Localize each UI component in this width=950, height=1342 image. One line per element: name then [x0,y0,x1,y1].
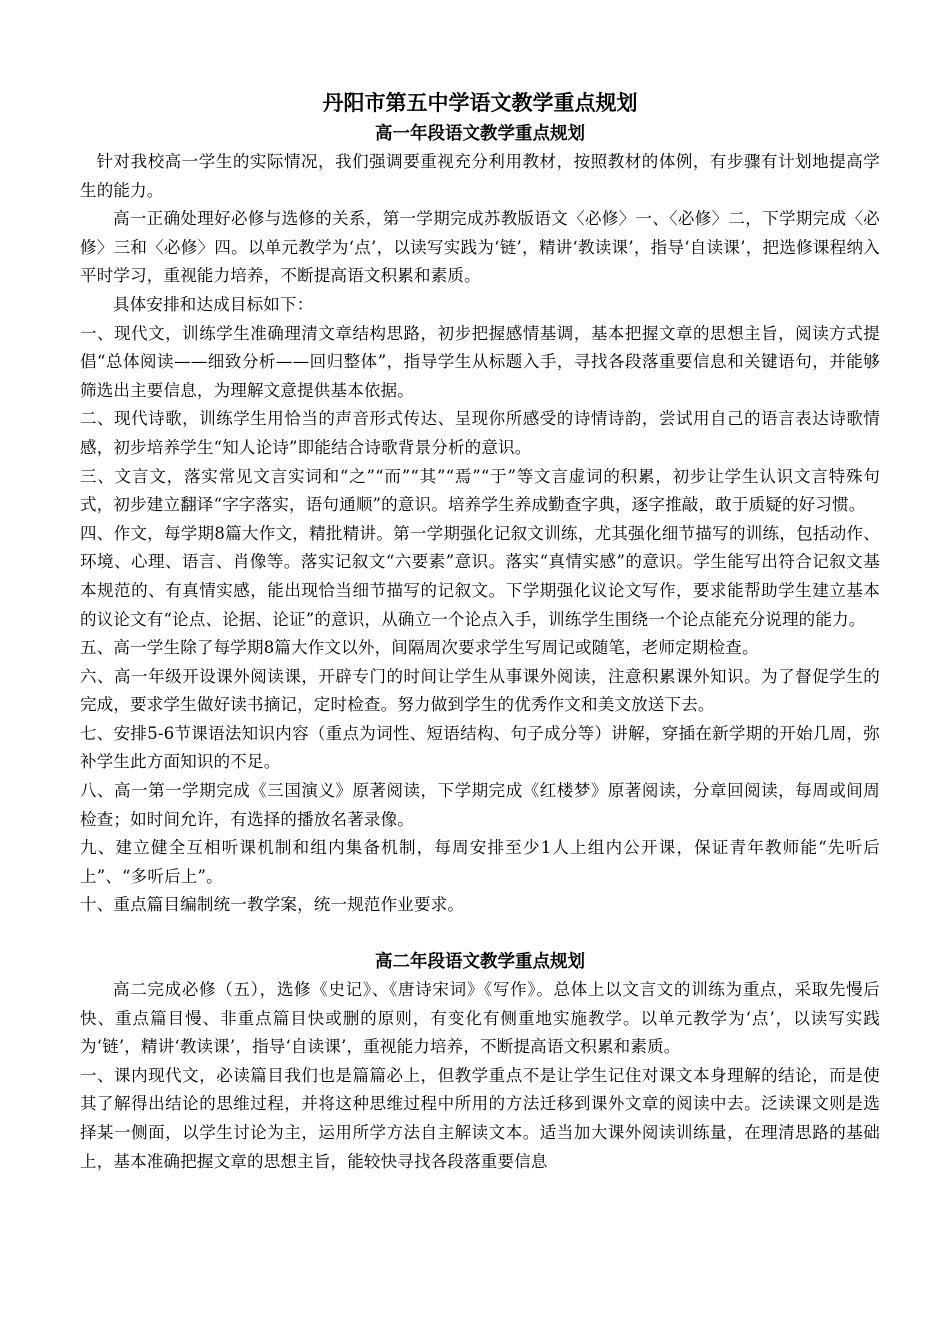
list-item: 八、高一第一学期完成《三国演义》原著阅读，下学期完成《红楼梦》原著阅读，分章回阅读，每周或间周检查；如时间允许，有选择的播放名著录像。 [80,781,880,829]
list-item: 十、重点篇目编制统一教学案，统一规范作业要求。 [80,895,465,915]
list-item: 三、文言文，落实常见文言实词和“之”“而”“其”“焉”“于”等文言虚词的积累，初步让学生认识文言特殊句式，初步建立翻译“字字落实，语句通顺”的意识。培养学生养成勤查字典，逐字推敲，敢于质疑的好习惯。 [80,466,880,515]
document-page [80,86,880,1176]
section2-heading: 高二年段语文教学重点规划 [375,952,585,973]
list-item: 二、现代诗歌，训练学生用恰当的声音形式传达、呈现你所感受的诗情诗韵，尝试用自己的语言表达诗歌情感，初步培养学生“知人论诗”即能结合诗歌背景分析的意识。 [80,409,880,457]
list-item: 七、安排5-6节课语法知识内容（重点为词性、短语结构、句子成分等）讲解，穿插在新学期的开始几周，弥补学生此方面知识的不足。 [80,723,880,772]
list-item: 四、作文，每学期8篇大作文，精批精讲。第一学期强化记叙文训练，尤其强化细节描写的训练，包括动作、环境、心理、语言、肖像等。落实记叙文“六要素”意识。落实“真情实感”的意识。学生能写出符合记叙文基本规范的、有真情实感，能出现恰当细节描写的记叙文。下学期强化议论文写作，要求能帮助学生建立基本的议论文有“论点、论据、论证”的意识，从确立一个论点入手，训练学生围绕一个论点能充分说理的能力。 [80,523,880,629]
section-spacer [80,920,880,948]
list-item: 五、高一学生除了每学期8篇大作文以外，间隔周次要求学生写周记或随笔，老师定期检查。 [80,638,759,658]
list-item: 一、现代文，训练学生准确理清文章结构思路，初步把握感情基调，基本把握文章的思想主旨，阅读方式提倡“总体阅读——细致分析——回归整体”，指导学生从标题入手，寻找各段落重要信息和关键语句，并能够筛选出主要信息，为理解文意提供基本依据。 [80,323,880,400]
list-item: 九、建立健全互相听课机制和组内集备机制，每周安排至少1人上组内公开课，保证青年教师能“先听后上”、“多听后上”。 [80,838,880,886]
section2-intro: 高二完成必修（五），选修《史记》、《唐诗宋词》《写作》。总体上以文言文的训练为重点，采取先慢后快、重点篇目慢、非重点篇目快或删的原则，有变化有侧重地实施教学。以单元教学为‘点’，以读写实践为‘链’，精讲‘教读课’，指导‘自读课’，重视能力培养，不断提高语文积累和素质。 [80,980,880,1057]
document-title: 丹阳市第五中学语文教学重点规划 [322,90,638,115]
section1-paragraph: 具体安排和达成目标如下： [113,294,314,314]
list-item: 六、高一年级开设课外阅读课，开辟专门的时间让学生从事课外阅读，注意积累课外知识。为了督促学生的完成，要求学生做好读书摘记，定时检查。努力做到学生的优秀作文和美文放送下去。 [80,666,880,715]
section1-intro: 针对我校高一学生的实际情况，我们强调要重视充分利用教材，按照教材的体例，有步骤有计划地提高学生的能力。 [80,152,880,200]
section1-paragraph: 高一正确处理好必修与选修的关系，第一学期完成苏教版语文〈必修〉一、〈必修〉二，下学期完成〈必修〉三和〈必修〉四。以单元教学为‘点’，以读写实践为‘链’，精讲‘教读课’，指导‘自读课’，把选修课程纳入平时学习，重视能力培养，不断提高语文积累和素质。 [80,209,880,286]
section1-heading: 高一年段语文教学重点规划 [375,124,585,144]
list-item: 一、课内现代文，必读篇目我们也是篇篇必上，但教学重点不是让学生记住对课文本身理解的结论，而是使其了解得出结论的思维过程，并将这种思维过程中所用的方法迁移到课外文章的阅读中去。泛读课文则是选择某一侧面，以学生讨论为主，运用所学方法自主解读文本。适当加大课外阅读训练量，在理清思路的基础上，基本准确把握文章的思想主旨，能较快寻找各段落重要信息 [80,1065,880,1171]
